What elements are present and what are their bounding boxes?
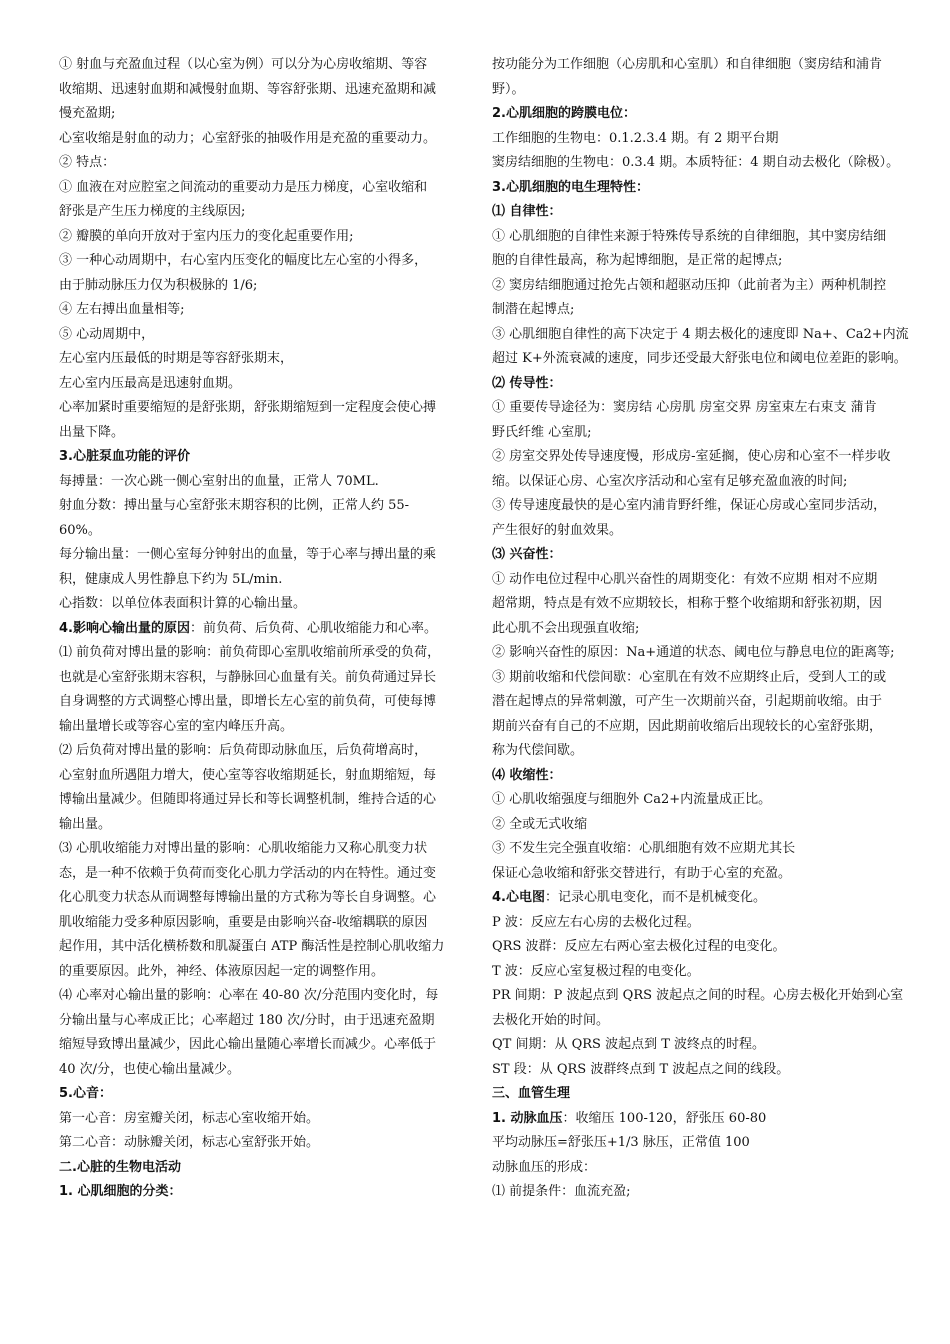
text-line: 慢充盈期; bbox=[59, 106, 116, 121]
text-line: 工作细胞的生物电：0.1.2.3.4 期。有 2 期平台期 bbox=[492, 130, 779, 146]
inline-heading: 4.影响心输出量的原因 bbox=[59, 620, 190, 636]
text-line: 潜在起博点的异常刺激，可产生一次期前兴奋，引起期前收缩。由于 bbox=[492, 694, 883, 709]
text-line: ① 射血与充盈血过程（以心室为例）可以分为心房收缩期、等容 bbox=[59, 57, 428, 72]
text-line: ② 窦房结细胞通过抢先占领和超驱动压抑（此前者为主）两种机制控 bbox=[492, 277, 887, 293]
text-line: 分输出量与心率成正比；心率超过 180 次/分时，由于迅速充盈期 bbox=[59, 1012, 435, 1028]
section-heading: 二.心脏的生物电活动 bbox=[59, 1159, 181, 1175]
section-heading: 三、血管生理 bbox=[492, 1086, 571, 1101]
text-line: 博输出量减少。但随即将通过异长和等长调整机制，维持合适的心 bbox=[59, 792, 437, 807]
text-line: 动脉血压的形成： bbox=[492, 1159, 597, 1175]
text-line: 输出量。 bbox=[59, 816, 112, 832]
inline-heading: 4.心电图 bbox=[492, 890, 545, 905]
text-line: 超常期，特点是有效不应期较长，相称于整个收缩期和舒张初期，因 bbox=[492, 596, 883, 611]
text-line bbox=[59, 617, 477, 642]
text-line: ① 重要传导途径为：窦房结 心房肌 房室交界 房室束左右束支 蒲肯 bbox=[492, 400, 877, 415]
inline-text: ：前负荷、后负荷、心肌收缩能力和心率。 bbox=[189, 620, 437, 636]
text-line: 野）。 bbox=[492, 81, 525, 97]
text-line: 按功能分为工作细胞（心房肌和心室肌）和自律细胞（窦房结和浦肯 bbox=[492, 57, 883, 72]
text-line: 超过 K+外流衰减的速度，同步还受最大舒张电位和阈电位差距的影响。 bbox=[492, 351, 907, 366]
section-heading: ⑵ 传导性： bbox=[492, 375, 562, 391]
text-line: 心指数：以单位体表面积计算的心输出量。 bbox=[59, 596, 307, 611]
text-line: 胞的自律性最高，称为起博细胞，是正常的起博点; bbox=[492, 253, 783, 268]
text-line: ③ 传导速度最快的是心室内浦肯野纤维，保证心房或心室同步活动， bbox=[492, 498, 887, 513]
section-heading: ⑶ 兴奋性： bbox=[492, 547, 562, 562]
text-line: 射血分数：搏出量与心室舒张末期容积的比例，正常人约 55- bbox=[59, 498, 410, 513]
text-line: 产生很好的射血效果。 bbox=[492, 522, 623, 538]
text-line: ② 瓣膜的单向开放对于室内压力的变化起重要作用; bbox=[59, 228, 354, 244]
text-line: 称为代偿间歇。 bbox=[492, 743, 584, 758]
text-line: ③ 一种心动周期中，右心室内压变化的幅度比左心室的小得多， bbox=[59, 253, 428, 268]
text-line: 制潜在起博点; bbox=[492, 302, 575, 317]
section-heading: ⑷ 收缩性： bbox=[492, 767, 562, 783]
text-line: ① 心肌细胞的自律性来源于特殊传导系统的自律细胞，其中窦房结细 bbox=[492, 228, 887, 244]
right-column bbox=[492, 53, 935, 1205]
section-heading: 5.心音： bbox=[59, 1086, 112, 1101]
text-line: ST 段：从 QRS 波群终点到 T 波起点之间的线段。 bbox=[492, 1061, 790, 1077]
text-line: 每搏量：一次心跳一侧心室射出的血量，正常人 70ML. bbox=[59, 473, 379, 489]
text-line: 窦房结细胞的生物电：0.3.4 期。本质特征：4 期自动去极化（除极）。 bbox=[492, 155, 900, 170]
text-line: ⑷ 心率对心输出量的影响：心率在 40-80 次/分范围内变化时，每 bbox=[59, 988, 439, 1003]
section-heading: 1. 心肌细胞的分类： bbox=[59, 1184, 182, 1199]
text-line: 期前兴奋有自己的不应期，因此期前收缩后出现较长的心室舒张期， bbox=[492, 718, 883, 734]
text-line: PR 间期：P 波起点到 QRS 波起点之间的时程。心房去极化开始到心室 bbox=[492, 988, 904, 1003]
text-line: 第二心音：动脉瓣关闭，标志心室舒张开始。 bbox=[59, 1135, 320, 1150]
text-line: ⑶ 心肌收缩能力对博出量的影响：心肌收缩能力又称心肌变力状 bbox=[59, 841, 428, 856]
text-line: ② 特点： bbox=[59, 155, 116, 170]
section-heading: ⑴ 自律性： bbox=[492, 204, 562, 219]
text-line: 心率加紧时重要缩短的是舒张期，舒张期缩短到一定程度会使心搏 bbox=[59, 400, 437, 415]
text-line: ① 心肌收缩强度与细胞外 Ca2+内流量成正比。 bbox=[492, 792, 772, 807]
text-line: 平均动脉压=舒张压+1/3 脉压，正常值 100 bbox=[492, 1135, 750, 1150]
text-line: ⑵ 后负荷对博出量的影响：后负荷即动脉血压，后负荷增高时， bbox=[59, 743, 428, 758]
text-line bbox=[492, 1107, 935, 1132]
text-line: ① 动作电位过程中心肌兴奋性的周期变化：有效不应期 相对不应期 bbox=[492, 571, 878, 587]
left-column bbox=[59, 53, 477, 1205]
text-line: QRS 波群：反应左右两心室去极化过程的电变化。 bbox=[492, 939, 786, 954]
text-line: P 波：反应左右心房的去极化过程。 bbox=[492, 914, 700, 930]
text-line: 态，是一种不依赖于负荷而变化心肌力学活动的内在特性。通过变 bbox=[59, 865, 437, 881]
text-line: 心室射血所遇阻力增大，使心室等容收缩期延长，射血期缩短，每 bbox=[59, 767, 437, 783]
section-heading: 3.心肌细胞的电生理特性： bbox=[492, 179, 649, 195]
text-line: 自身调整的方式调整心博出量，即增长左心室的前负荷，可使每博 bbox=[59, 694, 437, 709]
text-line: ⑴ 前提条件：血流充盈; bbox=[492, 1184, 631, 1199]
text-line: 舒张是产生压力梯度的主线原因; bbox=[59, 204, 246, 219]
text-line: 野氏纤维 心室肌; bbox=[492, 424, 592, 440]
text-line: 也就是心室舒张期末容积，与静脉回心血量有关。前负荷通过异长 bbox=[59, 669, 437, 685]
text-line: 40 次/分，也使心输出量减少。 bbox=[59, 1061, 241, 1077]
text-line: 积，健康成人男性静息下约为 5L/min. bbox=[59, 571, 283, 587]
text-line: 心室收缩是射血的动力；心室舒张的抽吸作用是充盈的重要动力。 bbox=[59, 130, 437, 146]
text-line: ⑴ 前负荷对博出量的影响：前负荷即心室肌收缩前所承受的负荷， bbox=[59, 645, 441, 660]
text-line: 肌收缩能力受多种原因影响，重要是由影响兴奋-收缩耦联的原因 bbox=[59, 914, 428, 930]
text-line: 左心室内压最低的时期是等容舒张期末， bbox=[59, 351, 294, 366]
text-line: ④ 左右搏出血量相等; bbox=[59, 302, 185, 317]
text-line: 缩短导致博出量减少，因此心输出量随心率增长而减少。心率低于 bbox=[59, 1037, 437, 1052]
text-line: ② 房室交界处传导速度慢，形成房-室延搁，使心房和心室不一样步收 bbox=[492, 449, 891, 464]
text-line: 第一心音：房室瓣关闭，标志心室收缩开始。 bbox=[59, 1110, 320, 1126]
text-line: 去极化开始的时间。 bbox=[492, 1012, 610, 1028]
text-line: 左心室内压最高是迅速射血期。 bbox=[59, 375, 242, 391]
text-line: 60%。 bbox=[59, 522, 101, 538]
text-line: ③ 不发生完全强直收缩：心肌细胞有效不应期尤其长 bbox=[492, 841, 796, 856]
text-line: 缩。以保证心房、心室次序活动和心室有足够充盈血液的时间; bbox=[492, 473, 848, 489]
text-line bbox=[492, 886, 935, 911]
text-line: ③ 心肌细胞自律性的高下决定于 4 期去极化的速度即 Na+、Ca2+内流 bbox=[492, 326, 909, 342]
text-line: 此心肌不会出现强直收缩; bbox=[492, 620, 640, 636]
text-line: 的重要原因。此外，神经、体液原因起一定的调整作用。 bbox=[59, 963, 385, 979]
inline-text: ：记录心肌电变化，而不是机械变化。 bbox=[544, 890, 766, 905]
section-heading: 2.心肌细胞的跨膜电位： bbox=[492, 106, 636, 121]
text-line: 由于肺动脉压力仅为积极脉的 1/6; bbox=[59, 277, 258, 293]
text-line: 起作用，其中活化横桥数和肌凝蛋白 ATP 酶活性是控制心肌收缩力 bbox=[59, 939, 445, 954]
text-line: ⑤ 心动周期中， bbox=[59, 326, 155, 342]
text-line: 化心肌变力状态从而调整每博输出量的方式称为等长自身调整。心 bbox=[59, 890, 437, 905]
text-line: 输出量增长或等容心室的室内峰压升高。 bbox=[59, 718, 294, 734]
inline-text: ：收缩压 100-120，舒张压 60-80 bbox=[562, 1110, 767, 1126]
text-line: T 波：反应心室复极过程的电变化。 bbox=[492, 963, 700, 979]
text-line: ② 全或无式收缩 bbox=[492, 816, 588, 832]
text-line: QT 间期：从 QRS 波起点到 T 波终点的时程。 bbox=[492, 1037, 766, 1052]
text-line: ② 影响兴奋性的原因：Na+通道的状态、阈电位与静息电位的距离等; bbox=[492, 645, 895, 660]
inline-heading: 1. 动脉血压 bbox=[492, 1110, 563, 1126]
text-line: ① 血液在对应腔室之间流动的重要动力是压力梯度，心室收缩和 bbox=[59, 179, 428, 195]
text-line: ③ 期前收缩和代偿间歇：心室肌在有效不应期终止后，受到人工的或 bbox=[492, 669, 887, 685]
section-heading: 3.心脏泵血功能的评价 bbox=[59, 449, 190, 464]
text-line: 收缩期、迅速射血期和减慢射血期、等容舒张期、迅速充盈期和减 bbox=[59, 81, 437, 97]
text-line: 出量下降。 bbox=[59, 424, 125, 440]
text-line: 保证心急收缩和舒张交替进行，有助于心室的充盈。 bbox=[492, 865, 792, 881]
text-line: 每分输出量：一侧心室每分钟射出的血量，等于心率与搏出量的乘 bbox=[59, 547, 437, 562]
